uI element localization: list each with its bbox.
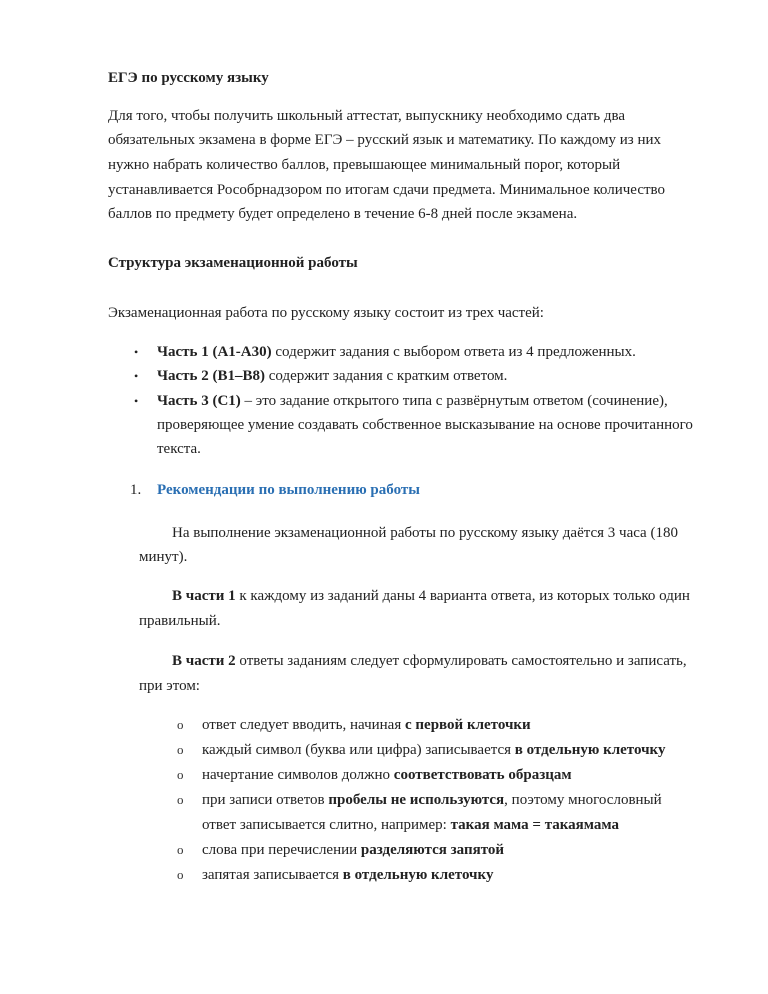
part-label: Часть 3 (С1): [157, 393, 241, 409]
structure-intro: Экзаменационная работа по русскому языку состоит из трех частей:: [108, 305, 544, 321]
circle-marker: o: [177, 842, 184, 857]
bullet-marker: •: [134, 394, 139, 408]
part-description: – это задание открытого типа с развёрнутым ответом (сочинение),: [240, 393, 668, 409]
section-heading: Структура экзаменационной работы: [108, 255, 358, 271]
list-item-continuation: проверяющее умение создавать собственное высказывание на основе прочитанного: [157, 417, 693, 433]
rule-emphasis: соответствовать образцам: [393, 767, 572, 783]
rule-item: [202, 864, 493, 886]
rule-text: начертание символов должно: [202, 767, 394, 783]
circle-marker: o: [177, 792, 184, 807]
intro-line: устанавливается Рособрнадзором по итогам сдачи предмета. Минимальное количество: [108, 182, 666, 198]
circle-marker: o: [177, 767, 184, 782]
list-item: [157, 341, 636, 363]
circle-marker: o: [177, 717, 184, 732]
rule-emphasis: разделяются запятой: [360, 842, 505, 858]
rule-item: [202, 739, 665, 761]
list-item-continuation: текста.: [157, 441, 201, 457]
rule-text: слова при перечислении: [202, 842, 361, 858]
intro-line: баллов по предмету будет определено в течение 6-8 дней после экзамена.: [108, 206, 578, 222]
rule-item-continuation: [202, 814, 619, 836]
list-number: 1.: [130, 482, 142, 498]
part-label: В части 1: [172, 588, 236, 604]
paragraph-line: правильный.: [139, 613, 221, 629]
part-label: В части 2: [172, 653, 236, 669]
paragraph-line: минут).: [139, 549, 188, 565]
part-description: содержит задания с выбором ответа из 4 предложенных.: [271, 344, 636, 360]
bullet-marker: •: [134, 345, 139, 359]
rule-emphasis: в отдельную клеточку: [514, 742, 666, 758]
recommendations-link[interactable]: Рекомендации по выполнению работы: [157, 482, 420, 498]
rule-emphasis: в отдельную клеточку: [342, 867, 494, 883]
list-item: [157, 365, 507, 387]
rule-text: ответ записывается слитно, например:: [202, 817, 451, 833]
intro-line: обязательных экзамена в форме ЕГЭ – русский язык и математику. По каждому из них: [108, 132, 662, 148]
part-description: содержит задания с кратким ответом.: [264, 368, 508, 384]
rule-emphasis: с первой клеточки: [405, 717, 531, 733]
page-title: ЕГЭ по русскому языку: [108, 70, 269, 86]
rule-text: при записи ответов: [202, 792, 329, 808]
paragraph-line: при этом:: [139, 678, 200, 694]
rule-item: [202, 764, 572, 786]
paragraph-line: [172, 585, 690, 607]
rule-text: , поэтому многословный: [504, 792, 662, 808]
rule-item: [202, 839, 504, 861]
circle-marker: o: [177, 867, 184, 882]
rule-text: запятая записывается: [202, 867, 343, 883]
rule-text: ответ следует вводить, начиная: [202, 717, 405, 733]
part-label: Часть 1 (А1-А30): [157, 344, 272, 360]
paragraph-line: [172, 650, 687, 672]
bullet-marker: •: [134, 369, 139, 383]
paragraph-text: ответы заданиям следует сформулировать самостоятельно и записать,: [235, 653, 687, 669]
intro-line: нужно набрать количество баллов, превышающее минимальный порог, который: [108, 157, 621, 173]
circle-marker: o: [177, 742, 184, 757]
paragraph-text: к каждому из заданий даны 4 варианта ответа, из которых только один: [235, 588, 690, 604]
rule-item: [202, 789, 662, 811]
paragraph-line: На выполнение экзаменационной работы по русскому языку даётся 3 часа (180: [172, 525, 678, 541]
rule-text: каждый символ (буква или цифра) записывается: [202, 742, 515, 758]
rule-emphasis: такая мама = такаямама: [450, 817, 620, 833]
part-label: Часть 2 (В1–В8): [157, 368, 265, 384]
intro-line: Для того, чтобы получить школьный аттестат, выпускнику необходимо сдать два: [108, 108, 626, 124]
rule-item: [202, 714, 531, 736]
list-item: [157, 390, 668, 412]
rule-emphasis: пробелы не используются: [328, 792, 505, 808]
